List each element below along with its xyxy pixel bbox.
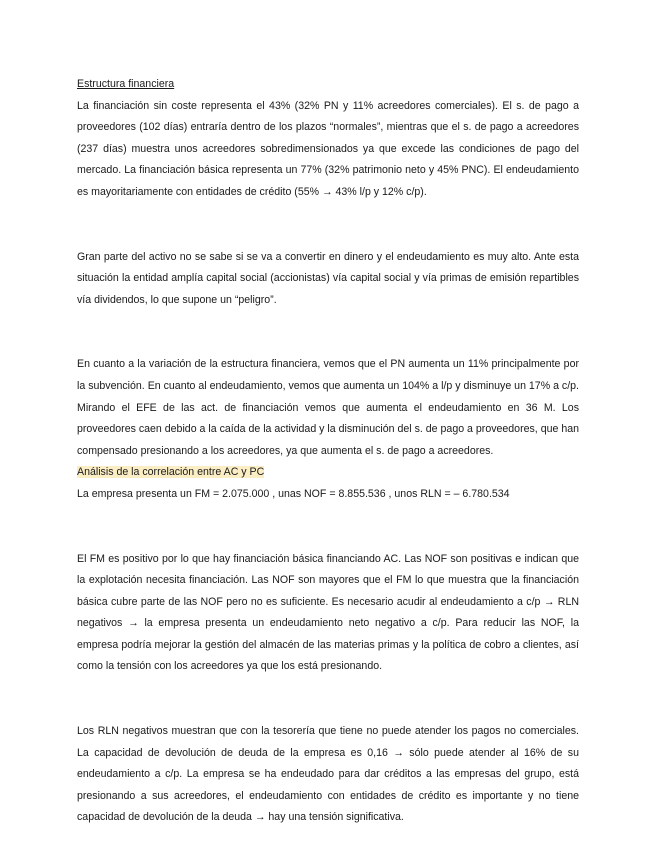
paragraph-estructura-3: En cuanto a la variación de la estructura financiera, vemos que el PN aumenta un 11% principalmente por la subvención. En cuanto al endeudamiento, vemos que aumenta un 104% a l/p y disminuye un 17% a c/p. Mirando el EFE de las act. de financiación vemos que aumenta el endeudamiento en 36 M. Los proveedores caen debido a la caída de la actividad y la disminución del s. de pago a proveedores, que han compensado presionando a los acreedores, ya que aumenta el s. de pago a acreedores. bbox=[77, 358, 579, 457]
paragraph-correlacion-2: El FM es positivo por lo que hay financiación básica financiando AC. Las NOF son positivas e indican que la explotación necesita financiación. Las NOF son mayores que el FM lo que muestra que la financiación básica cubre parte de las NOF pero no es suficiente. Es necesario acudir al endeudamiento a c/p → RLN negativos → la empresa presenta un endeudamiento neto negativo a c/p. Para reducir las NOF, la empresa podría mejorar la gestión del almacén de las materias primas y la política de cobro a clientes, así como la tensión con los acreedores ya que los está presionando. bbox=[77, 552, 579, 673]
section-title-estructura-financiera: Estructura financiera bbox=[77, 78, 175, 90]
paragraph-estructura-2: Gran parte del activo no se sabe si se va a convertir en dinero y el endeudamiento es muy alto. Ante esta situación la entidad amplía capital social (accionistas) vía capital social y vía primas de emisión repartibles vía dividendos, lo que supone un “peligro”. bbox=[77, 250, 579, 306]
paragraph-correlacion-1: La empresa presenta un FM = 2.075.000 , unas NOF = 8.855.536 , unos RLN = – 6.780.534 bbox=[77, 487, 510, 500]
paragraph-spacer bbox=[77, 204, 579, 247]
paragraph-estructura-1: La financiación sin coste representa el 43% (32% PN y 11% acreedores comerciales). El s. de pago a proveedores (102 días) entraría dentro de los plazos “normales”, mientras que el s. de pago a acreedores (237 días) muestra unos acreedores sobredimensionados ya que excede las condiciones de pago del mercado. La financiación básica representa un 77% (32% patrimonio neto y 45% PNC). El endeudamiento es mayoritariamente con entidades de crédito (55% → 43% l/p y 12% c/p). bbox=[77, 99, 579, 198]
paragraph-spacer bbox=[77, 506, 579, 549]
paragraph-spacer bbox=[77, 678, 579, 721]
paragraph-correlacion-3: Los RLN negativos muestran que con la tesorería que tiene no puede atender los pagos no comerciales. La capacidad de devolución de deuda de la empresa es 0,16 → sólo puede atender al 16% de su endeudamiento a c/p. La empresa se ha endeudado para dar créditos a las empresas del grupo, está presionando a sus acreedores, el endeudamiento con entidades de crédito es importante y no tiene capacidad de devolución de la deuda → hay una tensión significativa. bbox=[77, 725, 579, 824]
section-title-correlacion: Análisis de la correlación entre AC y PC bbox=[77, 466, 265, 479]
paragraph-spacer bbox=[77, 311, 579, 354]
document-page bbox=[77, 74, 579, 829]
